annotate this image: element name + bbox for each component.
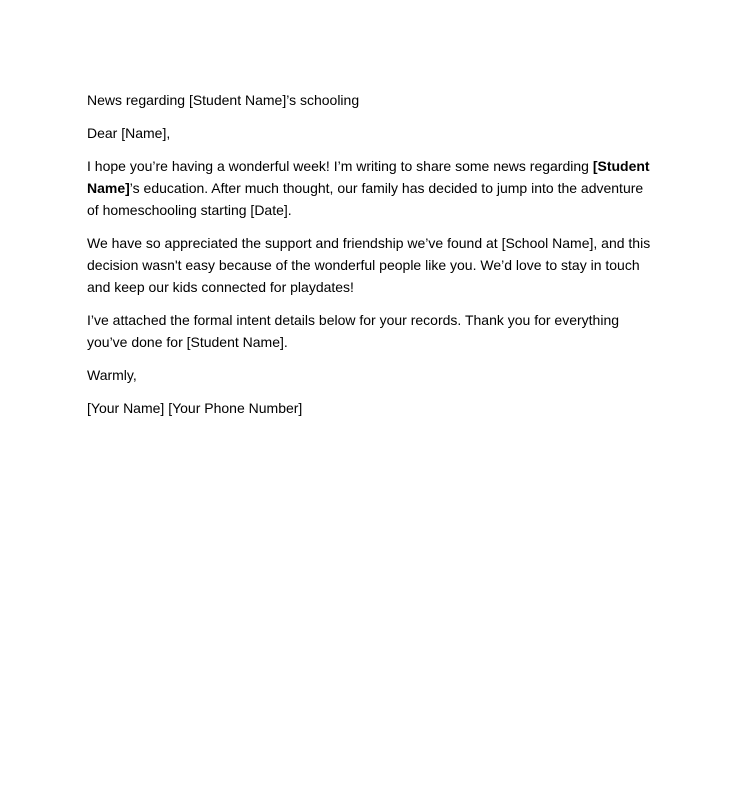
- subject-line: News regarding [Student Name]’s schooling: [87, 92, 360, 108]
- salutation: Dear [Name],: [87, 125, 171, 141]
- letter-body: [87, 89, 657, 430]
- paragraph-intro-text-after: ’s education. After much thought, our family has decided to jump into the adventure of homeschooling starting [Date].: [87, 180, 644, 218]
- paragraph-appreciation: We have so appreciated the support and friendship we’ve found at [School Name], and this decision wasn't easy because of the wonderful people like you. We’d love to stay in touch and keep our kids connected for playdates!: [87, 235, 651, 295]
- signature: [Your Name] [Your Phone Number]: [87, 400, 303, 416]
- paragraph-intro: [87, 155, 657, 221]
- closing: Warmly,: [87, 367, 137, 383]
- paragraph-intro-text-before: I hope you’re having a wonderful week! I’m writing to share some news regarding: [87, 158, 593, 174]
- paragraph-attachment-note: I’ve attached the formal intent details below for your records. Thank you for everything you’ve done for [Student Name].: [87, 312, 620, 350]
- student-name-placeholder-bold: [Student Name]: [87, 158, 650, 196]
